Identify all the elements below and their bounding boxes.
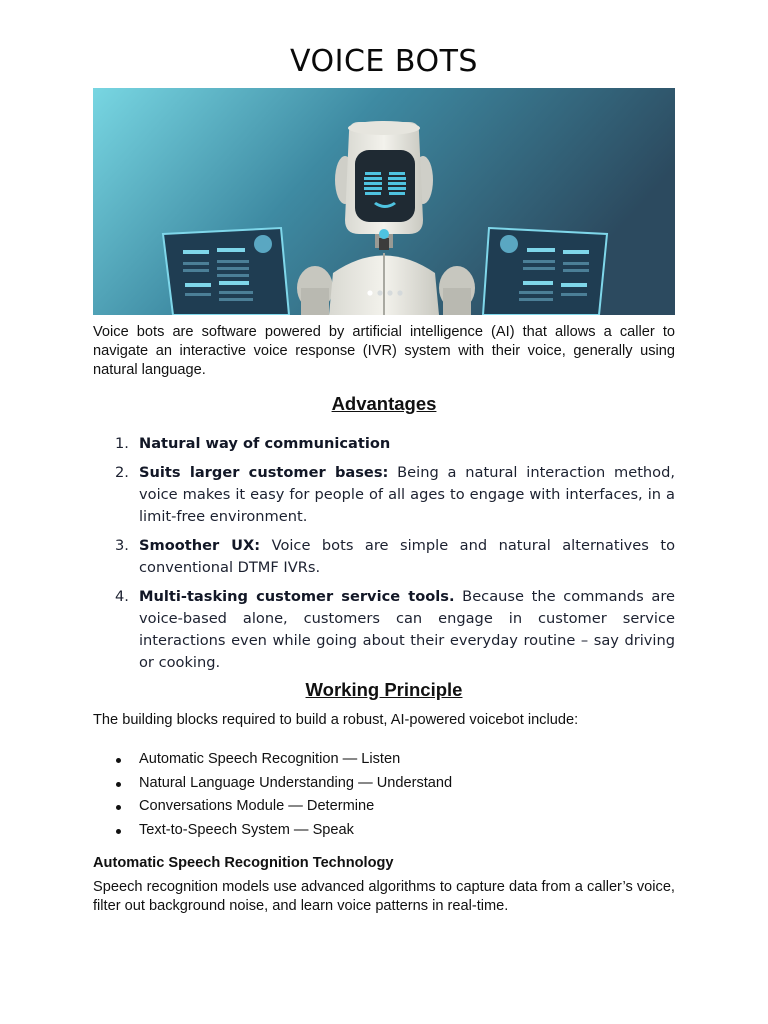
advantage-item bbox=[93, 535, 675, 579]
advantages-heading: Advantages bbox=[331, 393, 437, 414]
bullet-icon bbox=[116, 782, 121, 787]
bullet-icon bbox=[116, 829, 121, 834]
item-bold: Natural way of communication bbox=[139, 435, 391, 452]
intro-paragraph: Voice bots are software powered by artificial intelligence (AI) that allows a caller to navigate an interactive voice response (IVR) system with their voice, generally using natural language. bbox=[93, 324, 675, 378]
advantages-list bbox=[93, 433, 675, 681]
advantage-item bbox=[93, 462, 675, 528]
advantage-item bbox=[93, 433, 675, 455]
building-blocks-list bbox=[93, 748, 675, 842]
item-text: Being a natural interaction method, voice makes it easy for people of all ages to engage with interfaces, in a limit-free environment. bbox=[139, 464, 676, 525]
page-title: VOICE BOTS bbox=[290, 44, 478, 79]
hero-robot-illustration bbox=[93, 88, 675, 315]
right-screen-panel bbox=[483, 228, 607, 315]
working-principle-intro: The building blocks required to build a robust, AI-powered voicebot include: bbox=[93, 712, 579, 728]
item-text: Voice bots are simple and natural alternatives to conventional DTMF IVRs. bbox=[139, 537, 676, 576]
item-text: Because the commands are voice-based alone, customers can engage in customer service interactions even while going about their everyday routine – say driving or cooking. bbox=[139, 588, 675, 671]
list-item: Natural Language Understanding — Understand bbox=[93, 772, 675, 796]
bullet-icon bbox=[116, 805, 121, 810]
list-item: Text-to-Speech System — Speak bbox=[93, 819, 675, 843]
list-item: Automatic Speech Recognition — Listen bbox=[93, 748, 675, 772]
item-bold: Suits larger customer bases: bbox=[139, 464, 389, 481]
list-item: Conversations Module — Determine bbox=[93, 795, 675, 819]
item-number: 4. bbox=[115, 588, 129, 605]
asr-paragraph: Speech recognition models use advanced algorithms to capture data from a caller’s voice, filter out background noise, and learn voice patterns in real-time. bbox=[93, 879, 675, 914]
advantage-item bbox=[93, 586, 675, 674]
item-number: 1. bbox=[115, 435, 129, 452]
asr-heading: Automatic Speech Recognition Technology bbox=[93, 855, 394, 871]
left-screen-panel bbox=[163, 228, 289, 315]
item-number: 2. bbox=[115, 464, 129, 481]
item-bold: Multi-tasking customer service tools. bbox=[139, 588, 455, 605]
item-number: 3. bbox=[115, 537, 129, 554]
bullet-icon bbox=[116, 758, 121, 763]
item-bold: Smoother UX: bbox=[139, 537, 261, 554]
working-principle-heading: Working Principle bbox=[305, 679, 463, 700]
